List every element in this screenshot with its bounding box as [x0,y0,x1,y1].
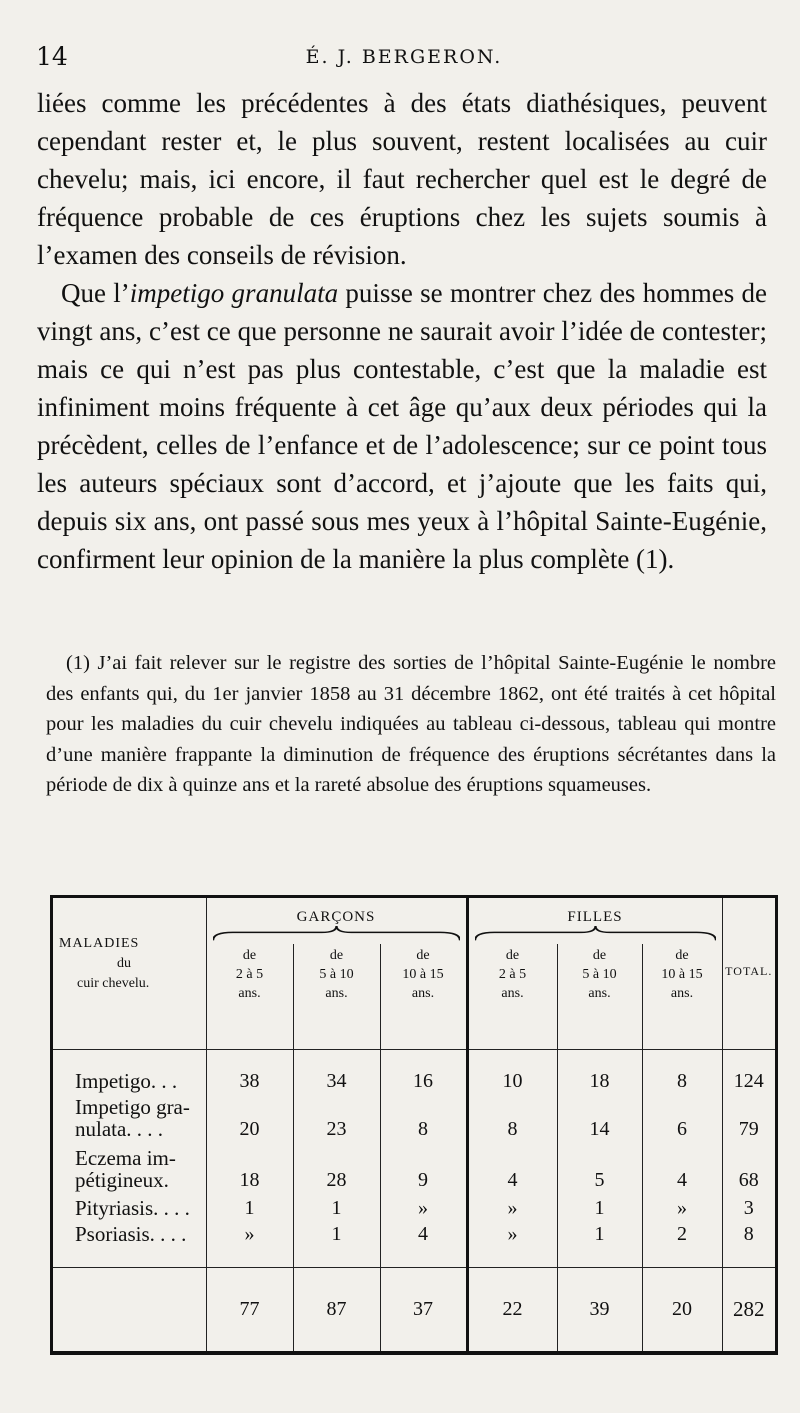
filles-brace [467,926,722,944]
cell: » [642,1197,722,1223]
grand-total: 282 [722,1267,775,1351]
page-number: 14 [36,42,68,71]
cell: » [206,1223,293,1267]
age-header-f-5-10: de 5 à 10 ans. [557,944,642,1045]
cell: » [380,1197,467,1223]
maladies-header [53,898,206,1045]
table-row [53,1050,775,1097]
cell: 8 [642,1050,722,1097]
age-header-f-2-5: de 2 à 5 ans. [467,944,557,1045]
cell: 1 [206,1197,293,1223]
row-total: 3 [722,1197,775,1223]
body-text [37,84,767,578]
brace-icon [213,926,460,942]
age-header-f-10-15: de 10 à 15 ans. [642,944,722,1045]
cell: 8 [467,1096,557,1146]
statistics-table [50,895,778,1355]
column-total: 37 [380,1267,467,1351]
cell: 20 [206,1096,293,1146]
footnote [46,648,776,801]
cell: 5 [557,1147,642,1197]
row-total: 68 [722,1147,775,1197]
row-total: 79 [722,1096,775,1146]
row-total: 8 [722,1223,775,1267]
cell: 9 [380,1147,467,1197]
cell: 28 [293,1147,380,1197]
cell: 23 [293,1096,380,1146]
cell: » [467,1223,557,1267]
paragraph-1: liées comme les précédentes à des états diathésiques, peuvent cependant rester et, le plus souvent, restent localisées au cuir chevelu; mais, ici encore, il faut rechercher quel est le degré de fréquence probable de ces éruptions chez les sujets soumis à l’examen des conseils de révision. [37,88,767,270]
statistics-table-grid [53,898,775,1351]
paragraph-2-rest: puisse se montrer chez des hommes de vingt ans, c’est ce que personne ne saurait avoir l’idée de contester; mais ce qui n’est pas plus contestable, c’est que la maladie est infiniment moins fréquente à cet âge qu’aux deux périodes qui la précèdent, celles de l’enfance et de l’adolescence; sur ce point tous les auteurs spéciaux sont d’accord, et j’ajoute que les faits qui, depuis six ans, ont passé sous mes yeux à l’hôpital Sainte-Eugénie, confirment leur opinion de la manière la plus complète (1). [37,278,768,574]
cell: » [467,1197,557,1223]
cell: 4 [380,1223,467,1267]
maladies-header-line3: cuir chevelu. [77,976,150,991]
column-total: 39 [557,1267,642,1351]
row-label: Eczema im- pétigineux. [75,1145,176,1192]
maladies-header-line1: MALADIES [59,936,140,951]
row-label: Psoriasis. . . . [75,1222,187,1247]
row-total: 124 [722,1050,775,1097]
row-label: Pityriasis. . . . [75,1196,190,1221]
cell: 2 [642,1223,722,1267]
table-row [53,1147,775,1197]
cell: 1 [293,1197,380,1223]
cell: 1 [557,1223,642,1267]
garcons-brace [206,926,467,944]
brace-icon [475,926,716,942]
cell: 34 [293,1050,380,1097]
running-head: É. J. BERGERON. [305,46,503,68]
age-header-g-5-10: de 5 à 10 ans. [293,944,380,1045]
maladies-header-line2: du [117,956,131,971]
row-label: Impetigo gra- nulata. . . . [75,1095,190,1142]
cell: 1 [293,1223,380,1267]
totals-row [53,1267,775,1351]
paragraph-2-start: Que l’ [61,278,130,308]
cell: 18 [557,1050,642,1097]
column-total: 87 [293,1267,380,1351]
age-header-g-2-5: de 2 à 5 ans. [206,944,293,1045]
column-total: 22 [467,1267,557,1351]
garcons-header: GARÇONS [206,898,467,926]
table-row [53,1197,775,1223]
cell: 10 [467,1050,557,1097]
page-header [36,42,772,76]
cell: 1 [557,1197,642,1223]
cell: 4 [642,1147,722,1197]
cell: 18 [206,1147,293,1197]
cell: 8 [380,1096,467,1146]
cell: 14 [557,1096,642,1146]
cell: 16 [380,1050,467,1097]
totals-label-empty [53,1267,206,1351]
cell: 38 [206,1050,293,1097]
total-header: TOTAL. [722,898,775,1045]
italic-term: impetigo granulata [129,278,339,308]
cell: 4 [467,1147,557,1197]
footnote-text: (1) J’ai fait relever sur le registre des sorties de l’hôpital Sainte-Eugénie le nombre des enfants qui, du 1er janvier 1858 au 31 décembre 1862, ont été traités à cet hôpital pour les maladies du cuir chevelu indiquées au tableau ci-dessous, tableau qui montre d’une manière frappante la diminution de fréquence des éruptions sécrétantes dans la période de dix à quinze ans et la rareté absolue des éruptions squameuses. [46,652,776,796]
paragraph-2 [37,274,767,578]
cell: 6 [642,1096,722,1146]
filles-header: FILLES [467,898,722,926]
column-total: 77 [206,1267,293,1351]
age-header-g-10-15: de 10 à 15 ans. [380,944,467,1045]
table-row [53,1096,775,1146]
table-row [53,1223,775,1267]
row-label: Impetigo. . . [75,1069,178,1094]
column-total: 20 [642,1267,722,1351]
